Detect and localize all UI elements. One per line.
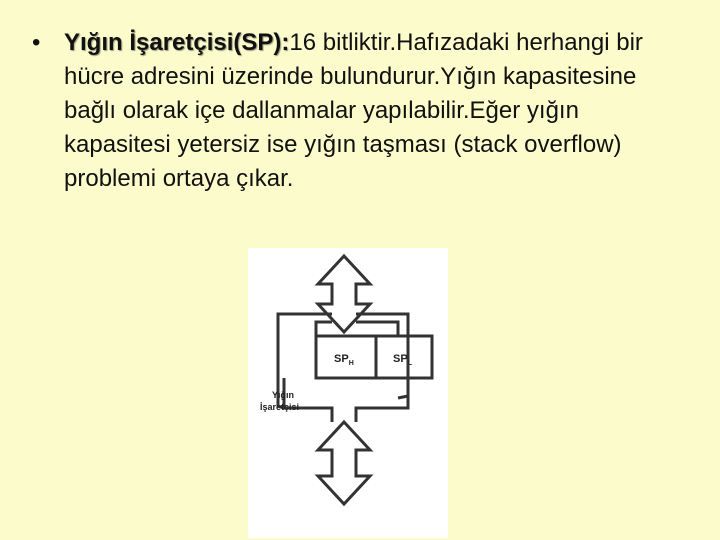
- register-low-label: $SP_L$: [393, 353, 412, 367]
- bullet-text: [64, 26, 672, 196]
- side-label-line2: İşaretçisi: [260, 402, 300, 412]
- term-description: 16 bitliktir.Hafızadaki herhangi bir hücre adresini üzerinde bulundurur.Yığın kapasitesine bağlı olarak içe dallanmalar yapılabilir.Eğer yığın kapasitesi yetersiz ise yığın taşması (stack overflow) problemi ortaya çıkar.: [64, 29, 643, 192]
- bottom-bus-arrow: [318, 422, 370, 504]
- term-heading: Yığın İşaretçisi(SP):: [64, 29, 290, 56]
- lower-bus-right: [356, 378, 408, 422]
- lower-bus-left: [284, 378, 332, 422]
- side-label-line1: Yığın: [272, 390, 294, 400]
- bullet-paragraph: [32, 26, 672, 196]
- bullet-marker: •: [32, 29, 41, 56]
- stack-pointer-figure: [248, 248, 448, 538]
- register-high-label: $SP_H$: [334, 353, 354, 367]
- inner-bus-loop: [316, 322, 398, 336]
- stack-pointer-diagram: [248, 248, 448, 538]
